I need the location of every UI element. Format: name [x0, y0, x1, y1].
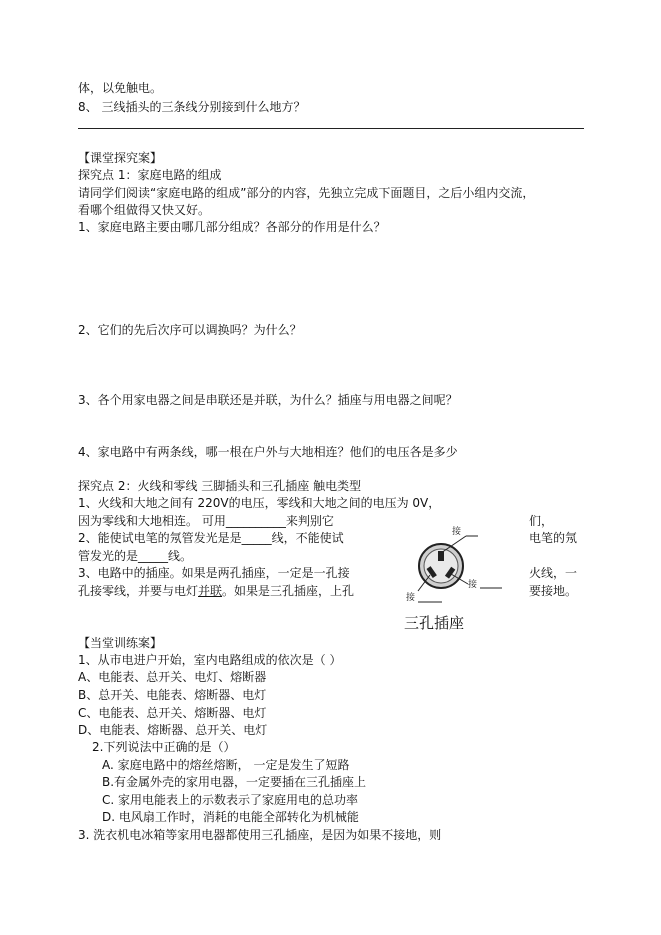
- text-line: 体，以免触电。: [78, 81, 163, 95]
- label-bottom: 接: [406, 593, 416, 603]
- q2-option-a: A. 家庭电路中的熔丝熔断， 一定是发生了短路: [102, 758, 350, 772]
- fill-item-2: 2、能使试电笔的氖管发光是是_____线，不能使试: [78, 531, 344, 545]
- explore-question-2: 2、它们的先后次序可以调换吗？为什么？: [78, 323, 302, 337]
- fill-item-3-text-2: 。如果是三孔插座，上孔: [222, 584, 355, 598]
- fill-item-3-end: 火线，一: [529, 566, 578, 580]
- instruction-text: 请同学们阅读“家庭电路的组成”部分的内容，先独立完成下面题目，之后小组内交流，: [78, 186, 535, 200]
- option-d: D、电能表、熔断器、总开关、电灯: [78, 723, 268, 737]
- three-hole-socket-figure: [404, 520, 534, 635]
- explore-question-4: 4、家电路中有两条线，哪一根在户外与大地相连？他们的电压各是多少: [78, 445, 458, 459]
- explore-question-1: 1、家庭电路主要由哪几部分组成？各部分的作用是什么？: [78, 220, 386, 234]
- practice-question-2: 2.下列说法中正确的是（）: [92, 740, 236, 754]
- figure-caption: 三孔插座: [404, 614, 465, 632]
- label-right: 接: [468, 580, 478, 590]
- label-top: 接: [452, 527, 462, 537]
- underlined-answer: 并联: [198, 584, 223, 598]
- section-heading-practice: 【当堂训练案】: [78, 636, 163, 650]
- fill-item-2-cont: 管发光的是_____线。: [78, 549, 193, 563]
- fill-item-1-end: 们，: [529, 514, 554, 528]
- fill-item-2-end: 电笔的氖: [529, 531, 578, 545]
- explore-question-3: 3、各个用家电器之间是串联还是并联，为什么？插座与用电器之间呢？: [78, 393, 458, 407]
- question-8: 8、 三线插头的三条线分别接到什么地方？: [78, 100, 306, 114]
- fill-item-3-cont: [78, 583, 354, 599]
- option-a: A、电能表、总开关、电灯、熔断器: [78, 670, 267, 684]
- section-heading-explore: 【课堂探究案】: [78, 151, 163, 165]
- fill-item-3-tail: 要接地。: [529, 584, 578, 598]
- explore-point-1: 探究点 1：家庭电路的组成: [78, 168, 222, 182]
- q2-option-b: B.有金属外壳的家用电器，一定要插在三孔插座上: [102, 775, 367, 789]
- fill-item-1: 1、火线和大地之间有 220V的电压，零线和大地之间的电压为 0V，: [78, 496, 441, 510]
- practice-question-1: 1、从市电进户开始，室内电路组成的依次是（ ）: [78, 653, 342, 667]
- explore-point-2: 探究点 2：火线和零线 三脚插头和三孔插座 触电类型: [78, 479, 362, 493]
- fill-item-3-text: 孔接零线，并要与电灯: [78, 584, 199, 598]
- instruction-text-cont: 看哪个组做得又快又好。: [78, 203, 211, 217]
- q2-option-d: D. 电风扇工作时，消耗的电能全部转化为机械能: [102, 810, 359, 824]
- fill-item-1-cont: 因为零线和大地相连。 可用__________来判别它: [78, 514, 334, 528]
- practice-question-3: 3. 洗衣机电冰箱等家用电器都使用三孔插座，是因为如果不接地，则: [78, 828, 442, 842]
- q2-option-c: C. 家用电能表上的示数表示了家庭用电的总功率: [102, 793, 359, 807]
- option-b: B、总开关、电能表、熔断器、电灯: [78, 688, 267, 702]
- divider: [78, 128, 584, 129]
- option-c: C、电能表、总开关、熔断器、电灯: [78, 706, 267, 720]
- fill-item-3: 3、电路中的插座。如果是两孔插座，一定是一孔接: [78, 566, 350, 580]
